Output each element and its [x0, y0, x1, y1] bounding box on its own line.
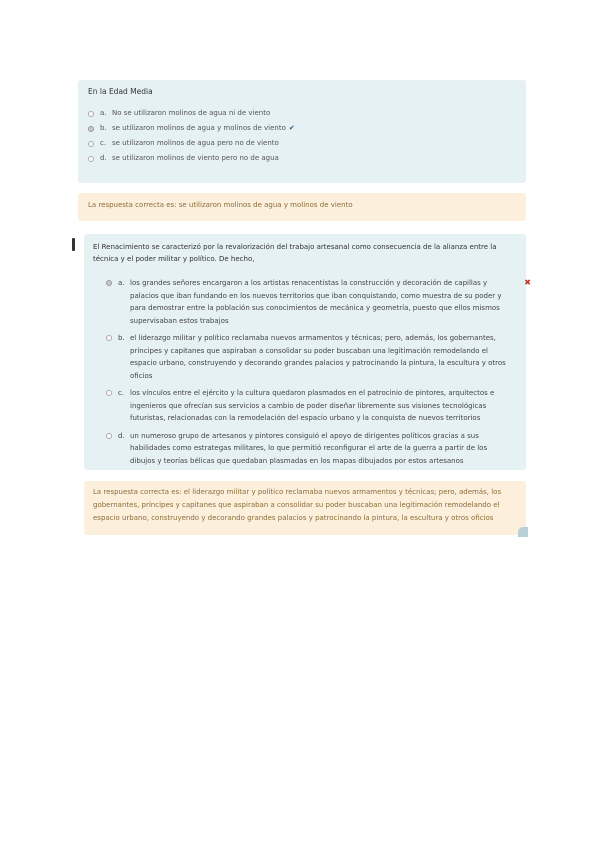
- option-letter: a.: [118, 279, 125, 287]
- question-1-feedback: [78, 193, 526, 221]
- feedback-text: La respuesta correcta es: el liderazgo militar y político reclamaba nuevos armamentos y técnicas; pero, además, los gobernantes, príncipes y capitanes que aspiraban a consolidar su poder buscaban una legitimación remodelando el espacio urbano, construyendo y decorando grandes palacios y patrocinando la pintura, la escultura y otros oficios: [93, 488, 502, 522]
- q1-option-b[interactable]: [88, 124, 516, 133]
- q2-option-d[interactable]: [106, 430, 517, 468]
- q1-option-d[interactable]: [88, 154, 516, 163]
- q2-option-b[interactable]: [106, 332, 517, 382]
- option-text: se utilizaron molinos de viento pero no de agua: [112, 154, 279, 162]
- option-text: se utilizaron molinos de agua pero no de viento: [112, 139, 279, 147]
- question-1-card: [78, 80, 526, 183]
- question-2-card: [84, 234, 531, 470]
- option-text: un numeroso grupo de artesanos y pintores consiguió el apoyo de dirigentes políticos gracias a sus habilidades como estrategas militares, lo que permitió reconfigurar el arte de la guerra a partir de los dibujos y teorías bélicas que quedaban plasmadas en los mapas dibujados por estos artesanos: [130, 431, 488, 465]
- radio-icon[interactable]: [106, 335, 112, 341]
- option-letter: a.: [100, 109, 107, 117]
- option-text: No se utilizaron molinos de agua ni de viento: [112, 109, 271, 117]
- option-text: los grandes señores encargaron a los artistas renacentistas la construcción y decoración de capillas y palacios que iban fundando en los nuevos territorios que iban conquistando, como muestra de su poder y para demostrar entre la población sus conocimientos de mecánica y geometría, puesto que ellos mismos supervisaban estos trabajos: [130, 279, 502, 325]
- radio-icon[interactable]: [106, 390, 112, 396]
- radio-checked-icon[interactable]: [88, 126, 94, 132]
- q1-option-a[interactable]: [88, 109, 516, 118]
- option-letter: c.: [100, 139, 107, 147]
- corner-fold-icon: [518, 527, 528, 537]
- question-2-text: El Renacimiento se caracterizó por la revalorización del trabajo artesanal como consecuencia de la alianza entre la técnica y el poder militar y político. De hecho,: [93, 243, 497, 263]
- radio-icon[interactable]: [88, 156, 94, 162]
- radio-icon[interactable]: [88, 111, 94, 117]
- question-1-text: En la Edad Media: [88, 87, 153, 96]
- option-letter: b.: [100, 124, 107, 132]
- radio-icon[interactable]: [88, 141, 94, 147]
- option-text: los vínculos entre el ejército y la cultura quedaron plasmados en el patrocinio de pintores, arquitectos e ingenieros que ofrecían sus servicios a cambio de poder diseñar libremente sus visiones tecnológicas futuristas, relacionadas con la remodelación del espacio urbano y la conquista de nuevos territorios: [130, 389, 495, 422]
- option-letter: d.: [100, 154, 107, 162]
- q1-option-c[interactable]: [88, 139, 516, 148]
- question-marker-icon: [72, 238, 75, 251]
- question-2-feedback: [84, 481, 526, 535]
- q2-option-a[interactable]: [106, 277, 531, 327]
- option-letter: d.: [118, 431, 125, 440]
- option-text: el liderazgo militar y político reclamaba nuevos armamentos y técnicas; pero, además, los gobernantes, príncipes y capitanes que aspiraban a consolidar su poder buscaban una legitimación remodelando el espacio urbano, construyendo y decorando grandes palacios y patrocinando la pintura, la escultura y otros oficios: [130, 334, 506, 380]
- q2-option-c[interactable]: [106, 387, 517, 425]
- radio-icon[interactable]: [106, 433, 112, 439]
- option-letter: b.: [118, 334, 125, 342]
- incorrect-x-icon: ✖: [524, 278, 531, 287]
- radio-checked-icon[interactable]: [106, 280, 112, 286]
- correct-check-icon: ✔: [288, 124, 295, 132]
- option-text: se utilizaron molinos de agua y molinos de viento: [112, 124, 286, 132]
- option-letter: c.: [118, 389, 125, 397]
- feedback-text: La respuesta correcta es: se utilizaron molinos de agua y molinos de viento: [88, 201, 353, 209]
